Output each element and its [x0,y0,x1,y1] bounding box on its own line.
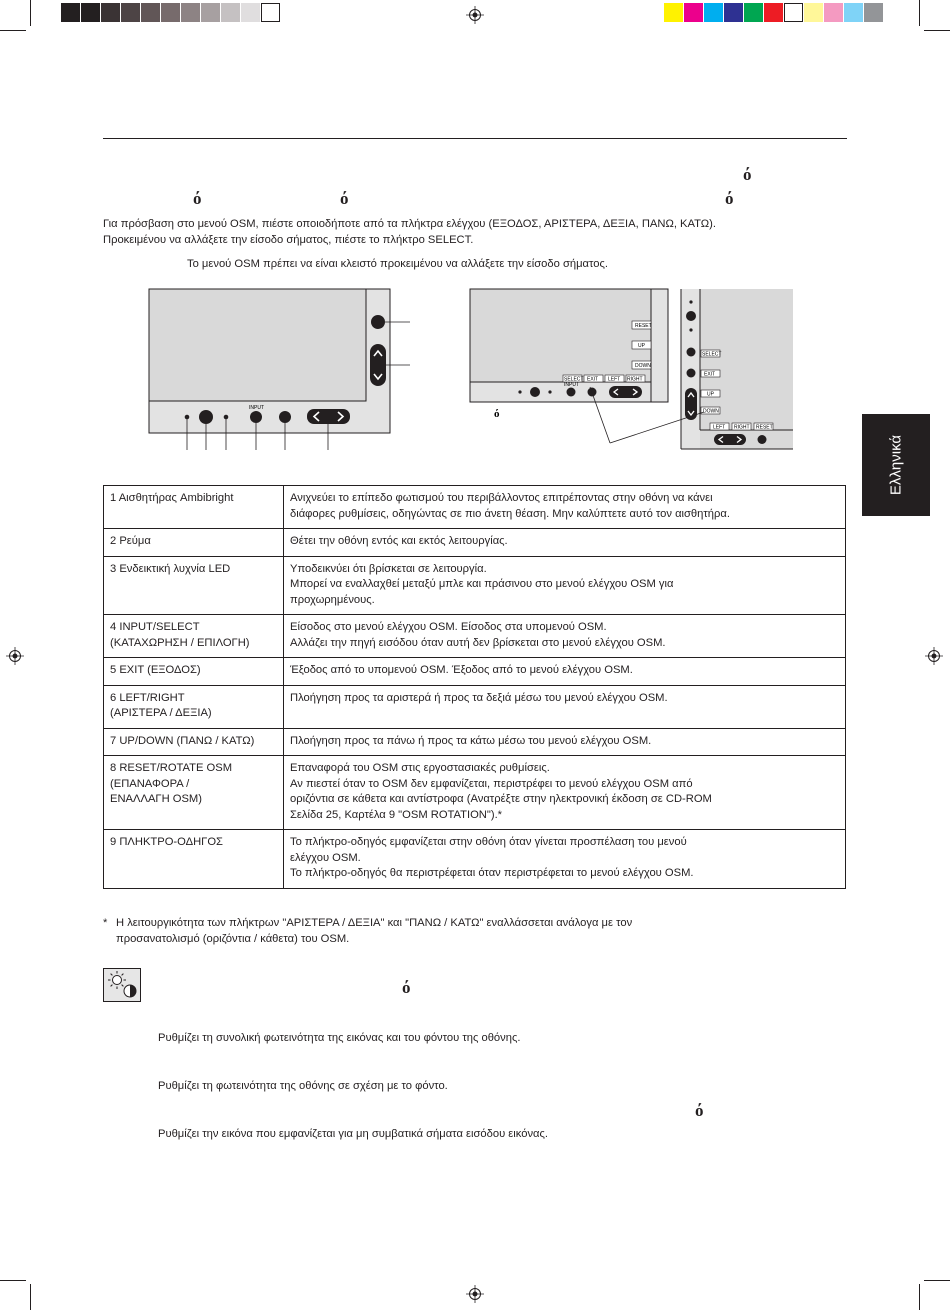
control-description: Πλοήγηση προς τα πάνω ή προς τα κάτω μέσω του μενού ελέγχου OSM. [284,728,846,756]
crop-mark [919,1284,920,1310]
color-swatch [724,3,743,22]
color-swatch [744,3,763,22]
heading-glyph: ό [725,189,734,208]
control-name: 7 UP/DOWN (ΠΑΝΩ / ΚΑΤΩ) [104,728,284,756]
color-swatch [241,3,260,22]
intro-line-1: Για πρόσβαση στο μενού OSM, πιέστε οποιοδήποτε από τα πλήκτρα ελέγχου (ΕΞΟΔΟΣ, ΑΡΙΣΤΕΡΑ, ΔΕΞΙΑ, ΠΑΝΩ, ΚΑΤΩ). [103,218,716,230]
osm-key-label: LEFT [713,424,726,431]
table-row [104,529,846,557]
color-swatch [221,3,240,22]
intro-line-2: Προκειμένου να αλλάξετε την είσοδο σήματος, πιέστε το πλήκτρο SELECT. [103,234,474,246]
control-description: Είσοδος στο μενού ελέγχου OSM. Είσοδος στα υπομενού OSM. Αλλάζει την πηγή εισόδου όταν αυτή δεν βρίσκεται στο μενού ελέγχου OSM. [284,615,846,658]
registration-mark-icon [466,1285,484,1303]
osm-key-label: DOWN [635,363,651,369]
contrast-description: Ρυθμίζει τη φωτεινότητα της οθόνης σε σχέση με το φόντο. [158,1080,448,1092]
control-name: 9 ΠΛΗΚΤΡΟ-ΟΔΗΓΟΣ [104,830,284,889]
osm-key-label: LEFT [608,376,621,383]
language-tab-label: Ελληνικά [887,434,905,496]
color-swatch [261,3,280,22]
color-swatch [61,3,80,22]
osm-key-label: RIGHT [734,424,750,431]
table-row [104,756,846,830]
table-row [104,486,846,529]
footnote-line-2: προσανατολισμό (οριζόντια / κάθετα) του OSM. [116,933,350,945]
control-name: 1 Αισθητήρας Ambibright [104,486,284,529]
color-swatch [784,3,803,22]
color-swatch [161,3,180,22]
color-swatch [704,3,723,22]
control-name: 8 RESET/ROTATE OSM (ΕΠΑΝΑΦΟΡΑ / ΕΝΑΛΛΑΓΗ OSM) [104,756,284,830]
footnote-marker: * [103,917,108,929]
color-swatch [101,3,120,22]
registration-mark-icon [925,647,943,665]
osm-key-label: UP [707,391,714,398]
osm-key-label: RESET [635,323,652,329]
registration-mark-icon [466,6,484,24]
control-description: Θέτει την οθόνη εντός και εκτός λειτουργίας. [284,529,846,557]
color-swatch [181,3,200,22]
color-swatch [664,3,683,22]
table-row [104,685,846,728]
crop-mark [924,1280,950,1281]
heading-glyph: ό [695,1101,704,1120]
monitor-controls-diagram [140,285,800,455]
control-name: 4 INPUT/SELECT (ΚΑΤΑΧΩΡΗΣΗ / ΕΠΙΛΟΓΗ) [104,615,284,658]
control-description: Ανιχνεύει το επίπεδο φωτισμού του περιβάλλοντος επιτρέποντας στην οθόνη να κάνει διάφορες ρυθμίσεις, οδηγώντας σε πιο άνετη θέαση. Μην καλύπτετε αυτό τον αισθητήρα. [284,486,846,529]
color-swatch [684,3,703,22]
brightness-description: Ρυθμίζει τη συνολική φωτεινότητα της εικόνας και του φόντου της οθόνης. [158,1032,521,1044]
osm-key-label: SELECT [564,376,584,383]
osm-key-label: DOWN [703,408,719,415]
auto-adjust-description: Ρυθμίζει την εικόνα που εμφανίζεται για μη συμβατικά σήματα εισόδου εικόνας. [158,1128,549,1140]
control-description: Έξοδος από το υπομενού OSM. Έξοδος από το μενού ελέγχου OSM. [284,658,846,686]
table-row [104,556,846,615]
osm-key-label: RIGHT [627,376,643,383]
registration-mark-icon [6,647,24,665]
intro-note: Το μενού OSM πρέπει να είναι κλειστό προκειμένου να αλλάξετε την είσοδο σήματος. [187,258,608,270]
color-swatch [864,3,883,22]
control-description: Υποδεικνύει ότι βρίσκεται σε λειτουργία. Μπορεί να εναλλαχθεί μεταξύ μπλε και πράσινου στο μενού ελέγχου OSM για προχωρημένους. [284,556,846,615]
input-label: INPUT [564,382,579,388]
table-row [104,728,846,756]
control-name: 2 Ρεύμα [104,529,284,557]
diagram-glyph: ό [494,408,500,420]
table-row [104,615,846,658]
input-label: INPUT [249,405,264,411]
control-name: 5 EXIT (ΕΞΟΔΟΣ) [104,658,284,686]
color-swatch [844,3,863,22]
heading-glyph: ό [340,189,349,208]
osm-key-label: EXIT [587,376,599,383]
control-description: Το πλήκτρο-οδηγός εμφανίζεται στην οθόνη όταν γίνεται προσπέλαση του μενού ελέγχου OSM. Το πλήκτρο-οδηγός θα περιστρέφεται όταν περιστρέφεται το μενού ελέγχου OSM. [284,830,846,889]
color-swatch [141,3,160,22]
color-swatch [121,3,140,22]
color-swatch [804,3,823,22]
osm-key-label: EXIT [704,371,716,378]
header-rule [103,138,847,139]
color-calibration-bar [664,3,884,22]
heading-glyph: ό [743,165,752,184]
color-swatch [764,3,783,22]
table-row [104,658,846,686]
crop-mark [30,0,31,26]
crop-mark [0,1280,26,1281]
control-name: 3 Ενδεικτική λυχνία LED [104,556,284,615]
crop-mark [30,1284,31,1310]
osm-key-label: UP [638,343,645,349]
heading-glyph: ό [193,189,202,208]
color-swatch [201,3,220,22]
control-name: 6 LEFT/RIGHT (ΑΡΙΣΤΕΡΑ / ΔΕΞΙΑ) [104,685,284,728]
crop-mark [919,0,920,26]
crop-mark [924,30,950,31]
table-row [104,830,846,889]
control-description: Επαναφορά του OSM στις εργοστασιακές ρυθμίσεις. Αν πιεστεί όταν το OSM δεν εμφανίζεται, περιστρέφει το μενού ελέγχου OSM από οριζόντια σε κάθετα και αντίστροφα (Ανατρέξτε στην ηλεκτρονική έκδοση σε CD-ROM Σελίδα 25, Καρτέλα 9 "OSM ROTATION").* [284,756,846,830]
color-swatch [81,3,100,22]
controls-table [103,485,846,889]
control-description: Πλοήγηση προς τα αριστερά ή προς τα δεξιά μέσω του μενού ελέγχου OSM. [284,685,846,728]
osm-key-label: SELECT [702,351,722,358]
sun-contrast-icon [103,968,141,1002]
footnote-line-1: Η λειτουργικότητα των πλήκτρων "ΑΡΙΣΤΕΡΑ / ΔΕΞΙΑ" και "ΠΑΝΩ / ΚΑΤΩ" εναλλάσσεται ανάλογα με τον [116,917,633,929]
language-tab [862,414,930,516]
monitor-front-view [149,289,410,450]
grey-calibration-bar [61,3,281,22]
osm-key-label: RESET [756,424,773,431]
color-swatch [824,3,843,22]
crop-mark [0,30,26,31]
heading-glyph: ό [402,978,411,997]
